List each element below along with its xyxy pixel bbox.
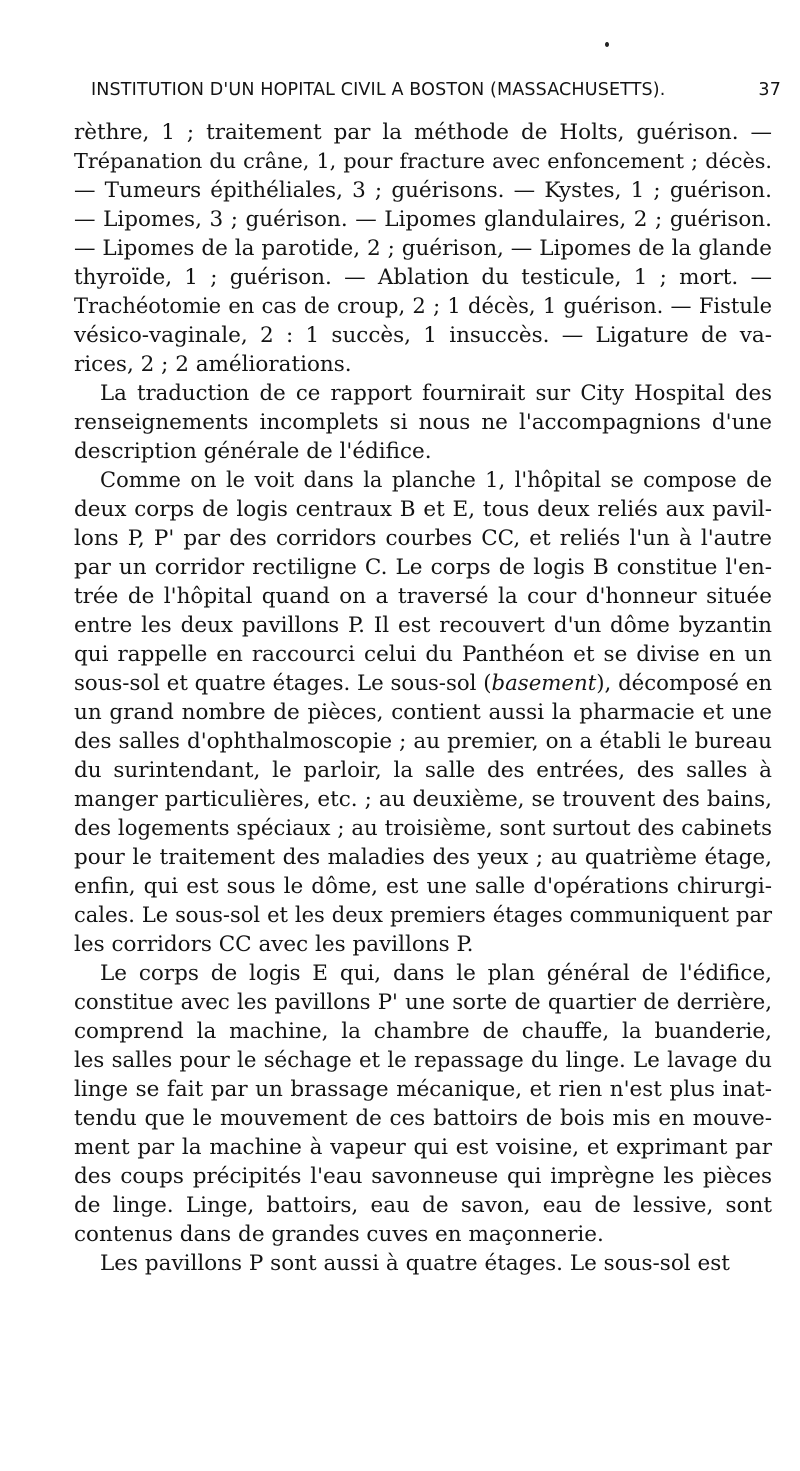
running-head-title: INSTITUTION D'UN HOPITAL CIVIL A BOSTON (MASSACHUSETTS).	[91, 80, 666, 100]
text-line: manger particulières, etc. ; au deuxième, se trouvent des bains,	[74, 787, 772, 812]
text-line: entre les deux pavillons P. Il est recouvert d'un dôme byzantin	[74, 613, 772, 638]
text-line: Les pavillons P sont aussi à quatre étages. Le sous-sol est	[100, 1251, 730, 1276]
text-line: par un corridor rectiligne C. Le corps de logis B constitue l'en-	[74, 555, 772, 580]
page-number: 37	[758, 80, 781, 100]
text-line: La traduction de ce rapport fournirait sur City Hospital des	[100, 381, 772, 406]
text-line: deux corps de logis centraux B et E, tous deux reliés aux pavil-	[74, 497, 772, 522]
text-line: enfin, qui est sous le dôme, est une salle d'opérations chirurgi-	[74, 874, 772, 899]
text-line: Trachéotomie en cas de croup, 2 ; 1 décès, 1 guérison. — Fistule	[74, 294, 772, 318]
text-line: du surintendant, le parloir, la salle des entrées, des salles à	[74, 758, 772, 783]
text-line: qui rappelle en raccourci celui du Panthéon et se divise en un	[74, 642, 772, 667]
text-line: — Lipomes, 3 ; guérison. — Lipomes glandulaires, 2 ; guérison.	[74, 207, 772, 232]
text-line: Le corps de logis E qui, dans le plan général de l'édifice,	[100, 961, 772, 986]
text-line: contenus dans de grandes cuves en maçonnerie.	[74, 1222, 604, 1247]
text-line: pour le traitement des maladies des yeux ; au quatrième étage,	[74, 845, 772, 870]
text-line: — Tumeurs épithéliales, 3 ; guérisons. — Kystes, 1 ; guérison.	[74, 178, 772, 203]
text-line: renseignements incomplets si nous ne l'accompagnions d'une	[74, 410, 772, 435]
text-line: des logements spéciaux ; au troisième, sont surtout des cabinets	[74, 816, 772, 841]
text-line: comprend la machine, la chambre de chauffe, la buanderie,	[74, 1019, 772, 1044]
paragraph	[74, 959, 772, 1249]
italic-term: basement	[491, 671, 597, 696]
text-line: cales. Le sous-sol et les deux premiers étages communiquent par	[74, 903, 772, 927]
paragraph	[74, 118, 772, 379]
text-line: des coups précipités l'eau savonneuse qui imprègne les pièces	[74, 1164, 772, 1189]
text-line: constitue avec les pavillons P' une sorte de quartier de derrière,	[74, 990, 772, 1015]
text-line: vésico-vaginale, 2 : 1 succès, 1 insuccès. — Ligature de va-	[74, 323, 772, 348]
print-speck	[605, 42, 609, 47]
paragraph	[74, 466, 772, 959]
text-line: — Lipomes de la parotide, 2 ; guérison, — Lipomes de la glande	[74, 236, 772, 261]
text-line: de linge. Linge, battoirs, eau de savon, eau de lessive, sont	[74, 1193, 772, 1218]
text-line: sous-sol et quatre étages. Le sous-sol (basement), décomposé en	[74, 671, 773, 696]
text-line: tendu que le mouvement de ces battoirs de bois mis en mouve-	[74, 1106, 772, 1131]
text-line: thyroïde, 1 ; guérison. — Ablation du testicule, 1 ; mort. —	[74, 265, 772, 290]
text-line: lons P, P' par des corridors courbes CC, et reliés l'un à l'autre	[74, 526, 772, 551]
text-line: linge se fait par un brassage mécanique, et rien n'est plus inat-	[74, 1077, 772, 1102]
text-line: rèthre, 1 ; traitement par la méthode de Holts, guérison. —	[74, 120, 772, 145]
text-line: les corridors CC avec les pavillons P.	[74, 932, 474, 957]
text-line: description générale de l'édifice.	[74, 439, 432, 464]
body-text	[74, 118, 772, 1278]
text-line: Comme on le voit dans la planche 1, l'hôpital se compose de	[100, 468, 772, 492]
paragraph	[74, 379, 772, 466]
text-line: les salles pour le séchage et le repassage du linge. Le lavage du	[74, 1048, 772, 1073]
text-line: rices, 2 ; 2 améliorations.	[74, 352, 352, 377]
text-line: des salles d'ophthalmoscopie ; au premier, on a établi le bureau	[74, 729, 772, 754]
running-head	[91, 80, 781, 110]
text-line: un grand nombre de pièces, contient aussi la pharmacie et une	[74, 700, 772, 725]
text-line: Trépanation du crâne, 1, pour fracture avec enfoncement ; décès.	[74, 149, 772, 173]
text-line: ment par la machine à vapeur qui est voisine, et exprimant par	[74, 1135, 772, 1160]
text-line: trée de l'hôpital quand on a traversé la cour d'honneur située	[74, 584, 772, 609]
paragraph	[74, 1249, 772, 1278]
